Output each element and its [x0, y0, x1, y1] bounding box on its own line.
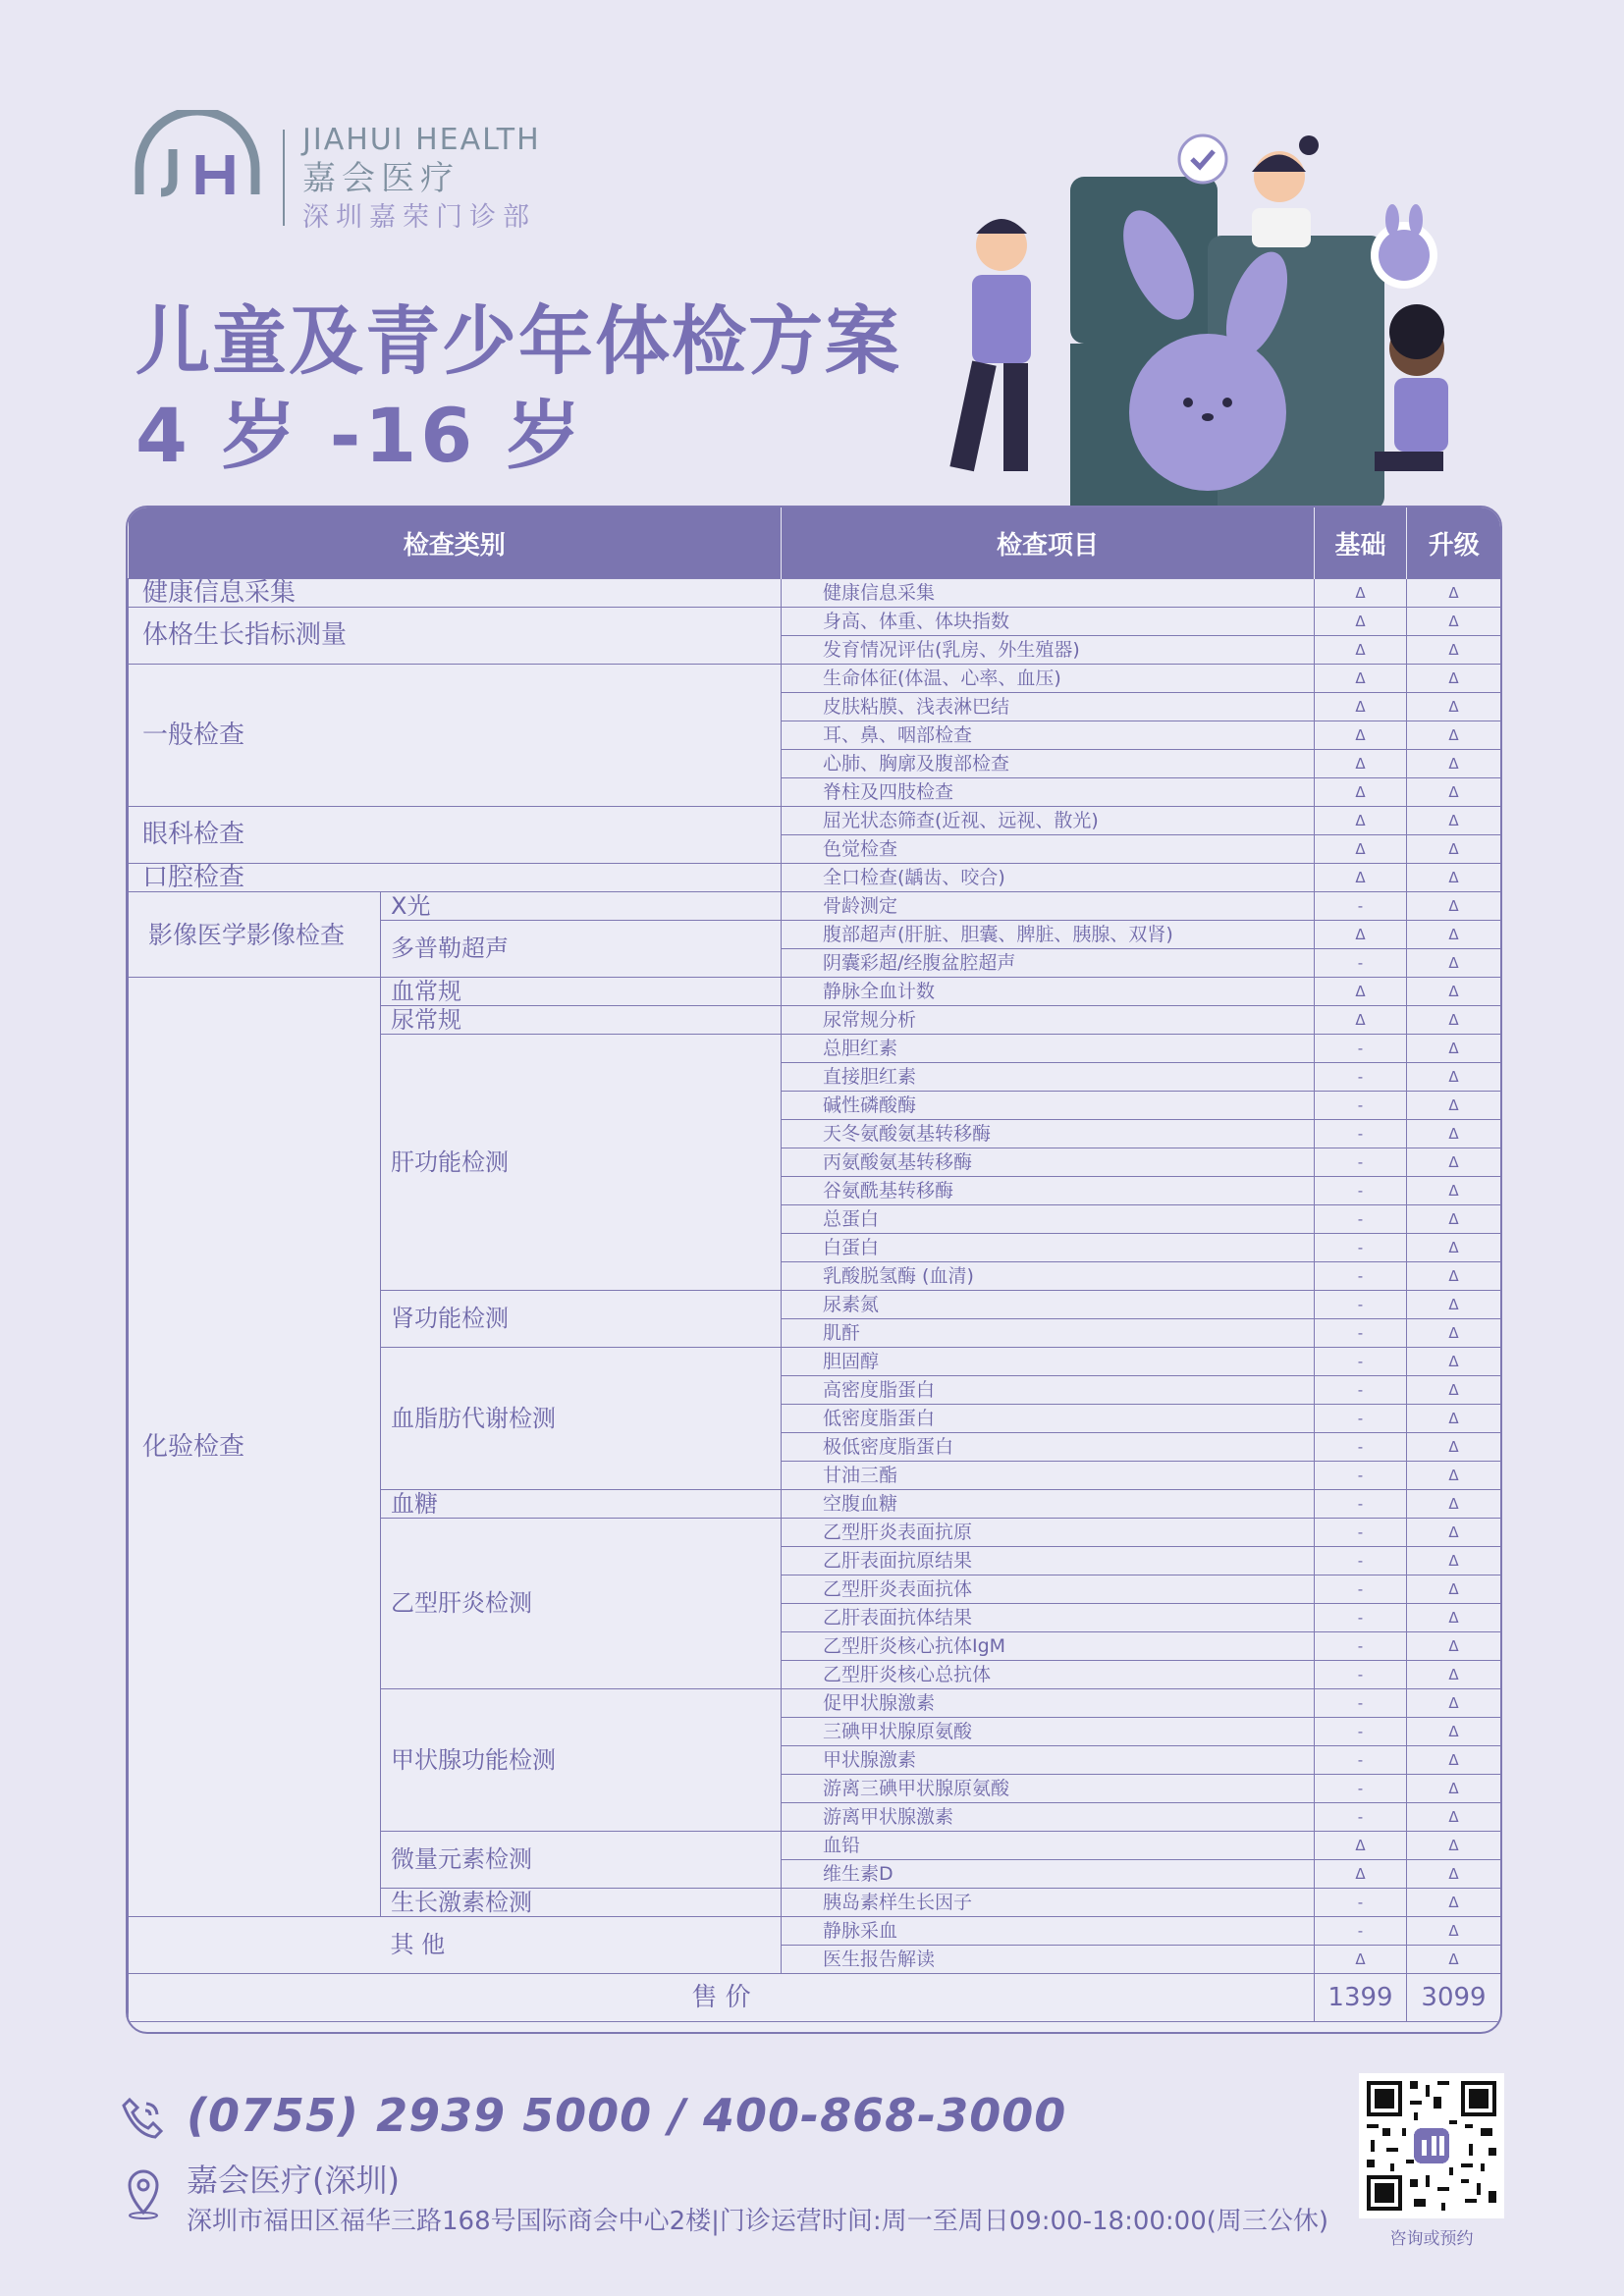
basic-mark: - — [1315, 1063, 1407, 1092]
header-upgrade: 升级 — [1407, 507, 1501, 579]
basic-mark: - — [1315, 1547, 1407, 1575]
basic-mark: Δ — [1315, 721, 1407, 750]
upgrade-mark: Δ — [1407, 1689, 1501, 1718]
table-row — [129, 807, 1501, 835]
category-cell: 影像医学影像检查 — [129, 892, 381, 978]
basic-mark: Δ — [1315, 636, 1407, 665]
item-cell: 乙型肝炎表面抗体 — [782, 1575, 1315, 1604]
upgrade-mark: Δ — [1407, 921, 1501, 949]
basic-mark: - — [1315, 949, 1407, 978]
basic-mark: Δ — [1315, 1832, 1407, 1860]
upgrade-mark: Δ — [1407, 1519, 1501, 1547]
upgrade-mark: Δ — [1407, 778, 1501, 807]
basic-mark: - — [1315, 1262, 1407, 1291]
brand-name-cn: 嘉会医疗 — [302, 159, 460, 198]
brand-clinic: 深圳嘉荣门诊部 — [302, 202, 536, 233]
item-cell: 乙型肝炎表面抗原 — [782, 1519, 1315, 1547]
basic-mark: - — [1315, 1234, 1407, 1262]
item-cell: 乳酸脱氢酶 (血清) — [782, 1262, 1315, 1291]
address-hours: 深圳市福田区福华三路168号国际商会中心2楼|门诊运营时间:周一至周日09:00-18:00:00(周三公休) — [187, 2207, 1329, 2236]
upgrade-mark: Δ — [1407, 1177, 1501, 1205]
subcategory-cell: 多普勒超声 — [381, 921, 782, 978]
item-cell: 促甲状腺激素 — [782, 1689, 1315, 1718]
price-basic: 1399 — [1315, 1974, 1407, 2022]
table-row — [129, 608, 1501, 636]
basic-mark: - — [1315, 1177, 1407, 1205]
basic-mark: - — [1315, 1092, 1407, 1120]
jiahui-logo-icon — [134, 110, 261, 200]
basic-mark: - — [1315, 1775, 1407, 1803]
upgrade-mark: Δ — [1407, 949, 1501, 978]
item-cell: 静脉采血 — [782, 1917, 1315, 1946]
table-row — [129, 978, 1501, 1006]
subcategory-cell: 肝功能检测 — [381, 1035, 782, 1291]
basic-mark: - — [1315, 1405, 1407, 1433]
subcategory-cell: 血脂肪代谢检测 — [381, 1348, 782, 1490]
basic-mark: - — [1315, 1632, 1407, 1661]
subcategory-cell: 血糖 — [381, 1490, 782, 1519]
upgrade-mark: Δ — [1407, 1035, 1501, 1063]
price-label: 售 价 — [129, 1974, 1315, 2022]
basic-mark: - — [1315, 1718, 1407, 1746]
item-cell: 乙型肝炎核心总抗体 — [782, 1661, 1315, 1689]
item-cell: 维生素D — [782, 1860, 1315, 1889]
basic-mark: Δ — [1315, 1006, 1407, 1035]
category-cell: 一般检查 — [129, 665, 782, 807]
table-row — [129, 579, 1501, 608]
upgrade-mark: Δ — [1407, 1917, 1501, 1946]
item-cell: 阴囊彩超/经腹盆腔超声 — [782, 949, 1315, 978]
item-cell: 乙肝表面抗体结果 — [782, 1604, 1315, 1632]
category-cell: 眼科检查 — [129, 807, 782, 864]
basic-mark: Δ — [1315, 864, 1407, 892]
page-subtitle: 4 岁 -16 岁 — [135, 392, 585, 479]
basic-mark: Δ — [1315, 1860, 1407, 1889]
price-upgrade: 3099 — [1407, 1974, 1501, 2022]
basic-mark: - — [1315, 1205, 1407, 1234]
basic-mark: Δ — [1315, 579, 1407, 608]
basic-mark: - — [1315, 1661, 1407, 1689]
basic-mark: Δ — [1315, 835, 1407, 864]
upgrade-mark: Δ — [1407, 1405, 1501, 1433]
upgrade-mark: Δ — [1407, 1889, 1501, 1917]
subcategory-cell: 乙型肝炎检测 — [381, 1519, 782, 1689]
basic-mark: - — [1315, 1148, 1407, 1177]
basic-mark: - — [1315, 1917, 1407, 1946]
item-cell: 甲状腺激素 — [782, 1746, 1315, 1775]
item-cell: 低密度脂蛋白 — [782, 1405, 1315, 1433]
item-cell: 健康信息采集 — [782, 579, 1315, 608]
basic-mark: Δ — [1315, 665, 1407, 693]
item-cell: 直接胆红素 — [782, 1063, 1315, 1092]
table-row — [129, 892, 1501, 921]
item-cell: 腹部超声(肝脏、胆囊、脾脏、胰腺、双肾) — [782, 921, 1315, 949]
upgrade-mark: Δ — [1407, 1433, 1501, 1462]
basic-mark: - — [1315, 1575, 1407, 1604]
phone-numbers[interactable]: (0755) 2939 5000 / 400-868-3000 — [187, 2089, 1067, 2142]
upgrade-mark: Δ — [1407, 1718, 1501, 1746]
basic-mark: - — [1315, 1604, 1407, 1632]
upgrade-mark: Δ — [1407, 892, 1501, 921]
basic-mark: Δ — [1315, 608, 1407, 636]
item-cell: 胰岛素样生长因子 — [782, 1889, 1315, 1917]
upgrade-mark: Δ — [1407, 864, 1501, 892]
basic-mark: - — [1315, 1889, 1407, 1917]
upgrade-mark: Δ — [1407, 1547, 1501, 1575]
upgrade-mark: Δ — [1407, 1490, 1501, 1519]
item-cell: 骨龄测定 — [782, 892, 1315, 921]
subcategory-cell: X光 — [381, 892, 782, 921]
upgrade-mark: Δ — [1407, 835, 1501, 864]
item-cell: 色觉检查 — [782, 835, 1315, 864]
upgrade-mark: Δ — [1407, 1234, 1501, 1262]
item-cell: 血铅 — [782, 1832, 1315, 1860]
upgrade-mark: Δ — [1407, 608, 1501, 636]
upgrade-mark: Δ — [1407, 1319, 1501, 1348]
upgrade-mark: Δ — [1407, 1376, 1501, 1405]
basic-mark: - — [1315, 892, 1407, 921]
basic-mark: Δ — [1315, 750, 1407, 778]
header-basic: 基础 — [1315, 507, 1407, 579]
table-row — [129, 1917, 1501, 1946]
upgrade-mark: Δ — [1407, 1832, 1501, 1860]
table-row — [129, 864, 1501, 892]
subcategory-cell: 尿常规 — [381, 1006, 782, 1035]
qr-caption: 咨询或预约 — [1389, 2229, 1474, 2249]
upgrade-mark: Δ — [1407, 721, 1501, 750]
basic-mark: Δ — [1315, 807, 1407, 835]
item-cell: 天冬氨酸氨基转移酶 — [782, 1120, 1315, 1148]
item-cell: 游离三碘甲状腺原氨酸 — [782, 1775, 1315, 1803]
upgrade-mark: Δ — [1407, 1092, 1501, 1120]
basic-mark: - — [1315, 1519, 1407, 1547]
page-title: 儿童及青少年体检方案 — [135, 297, 901, 385]
upgrade-mark: Δ — [1407, 750, 1501, 778]
item-cell: 屈光状态筛查(近视、远视、散光) — [782, 807, 1315, 835]
upgrade-mark: Δ — [1407, 1775, 1501, 1803]
upgrade-mark: Δ — [1407, 1291, 1501, 1319]
upgrade-mark: Δ — [1407, 1661, 1501, 1689]
upgrade-mark: Δ — [1407, 1348, 1501, 1376]
basic-mark: - — [1315, 1689, 1407, 1718]
item-cell: 甘油三酯 — [782, 1462, 1315, 1490]
basic-mark: - — [1315, 1746, 1407, 1775]
item-cell: 皮肤粘膜、浅表淋巴结 — [782, 693, 1315, 721]
upgrade-mark: Δ — [1407, 1803, 1501, 1832]
header-category: 检查类别 — [129, 507, 782, 579]
item-cell: 胆固醇 — [782, 1348, 1315, 1376]
basic-mark: - — [1315, 1462, 1407, 1490]
upgrade-mark: Δ — [1407, 1262, 1501, 1291]
basic-mark: Δ — [1315, 1946, 1407, 1974]
basic-mark: Δ — [1315, 921, 1407, 949]
item-cell: 尿素氮 — [782, 1291, 1315, 1319]
upgrade-mark: Δ — [1407, 1006, 1501, 1035]
upgrade-mark: Δ — [1407, 636, 1501, 665]
upgrade-mark: Δ — [1407, 978, 1501, 1006]
basic-mark: - — [1315, 1319, 1407, 1348]
brand-block — [302, 123, 541, 237]
phone-icon — [120, 2096, 165, 2141]
upgrade-mark: Δ — [1407, 1063, 1501, 1092]
basic-mark: - — [1315, 1490, 1407, 1519]
category-cell: 健康信息采集 — [129, 579, 782, 608]
subcategory-cell: 甲状腺功能检测 — [381, 1689, 782, 1832]
item-cell: 全口检查(龋齿、咬合) — [782, 864, 1315, 892]
subcategory-cell: 血常规 — [381, 978, 782, 1006]
upgrade-mark: Δ — [1407, 1205, 1501, 1234]
upgrade-mark: Δ — [1407, 1148, 1501, 1177]
upgrade-mark: Δ — [1407, 665, 1501, 693]
item-cell: 乙型肝炎核心抗体IgM — [782, 1632, 1315, 1661]
org-name: 嘉会医疗(深圳) — [187, 2162, 400, 2199]
item-cell: 脊柱及四肢检查 — [782, 778, 1315, 807]
qr-code-icon[interactable] — [1359, 2073, 1504, 2218]
item-cell: 游离甲状腺激素 — [782, 1803, 1315, 1832]
table-header-row — [129, 507, 1501, 579]
basic-mark: - — [1315, 1433, 1407, 1462]
item-cell: 肌酐 — [782, 1319, 1315, 1348]
basic-mark: - — [1315, 1291, 1407, 1319]
basic-mark: Δ — [1315, 778, 1407, 807]
basic-mark: Δ — [1315, 693, 1407, 721]
basic-mark: - — [1315, 1803, 1407, 1832]
subcategory-cell: 微量元素检测 — [381, 1832, 782, 1889]
item-cell: 丙氨酸氨基转移酶 — [782, 1148, 1315, 1177]
table-row — [129, 665, 1501, 693]
upgrade-mark: Δ — [1407, 1120, 1501, 1148]
subcategory-cell: 生长激素检测 — [381, 1889, 782, 1917]
upgrade-mark: Δ — [1407, 1575, 1501, 1604]
subcategory-cell: 其 他 — [381, 1917, 782, 1974]
upgrade-mark: Δ — [1407, 1462, 1501, 1490]
basic-mark: - — [1315, 1376, 1407, 1405]
brand-name-en: JIAHUI HEALTH — [302, 123, 541, 157]
children-puzzle-illustration — [913, 118, 1492, 510]
item-cell: 身高、体重、体块指数 — [782, 608, 1315, 636]
upgrade-mark: Δ — [1407, 579, 1501, 608]
item-cell: 碱性磷酸酶 — [782, 1092, 1315, 1120]
item-cell: 静脉全血计数 — [782, 978, 1315, 1006]
item-cell: 总胆红素 — [782, 1035, 1315, 1063]
checkup-table-grid — [128, 507, 1501, 2022]
item-cell: 高密度脂蛋白 — [782, 1376, 1315, 1405]
item-cell: 尿常规分析 — [782, 1006, 1315, 1035]
category-cell: 体格生长指标测量 — [129, 608, 782, 665]
upgrade-mark: Δ — [1407, 1604, 1501, 1632]
upgrade-mark: Δ — [1407, 807, 1501, 835]
checkup-table — [126, 506, 1502, 2034]
item-cell: 医生报告解读 — [782, 1946, 1315, 1974]
basic-mark: - — [1315, 1035, 1407, 1063]
category-cell: 化验检查 — [129, 978, 381, 1917]
price-row — [129, 1974, 1501, 2022]
item-cell: 白蛋白 — [782, 1234, 1315, 1262]
item-cell: 心肺、胸廓及腹部检查 — [782, 750, 1315, 778]
item-cell: 总蛋白 — [782, 1205, 1315, 1234]
item-cell: 耳、鼻、咽部检查 — [782, 721, 1315, 750]
item-cell: 谷氨酰基转移酶 — [782, 1177, 1315, 1205]
item-cell: 乙肝表面抗原结果 — [782, 1547, 1315, 1575]
upgrade-mark: Δ — [1407, 1632, 1501, 1661]
upgrade-mark: Δ — [1407, 1946, 1501, 1974]
item-cell: 三碘甲状腺原氨酸 — [782, 1718, 1315, 1746]
item-cell: 发育情况评估(乳房、外生殖器) — [782, 636, 1315, 665]
category-cell: 口腔检查 — [129, 864, 782, 892]
item-cell: 极低密度脂蛋白 — [782, 1433, 1315, 1462]
other-category-spacer — [129, 1917, 381, 1974]
upgrade-mark: Δ — [1407, 1860, 1501, 1889]
item-cell: 空腹血糖 — [782, 1490, 1315, 1519]
subcategory-cell: 肾功能检测 — [381, 1291, 782, 1348]
basic-mark: - — [1315, 1348, 1407, 1376]
item-cell: 生命体征(体温、心率、血压) — [782, 665, 1315, 693]
basic-mark: - — [1315, 1120, 1407, 1148]
upgrade-mark: Δ — [1407, 693, 1501, 721]
upgrade-mark: Δ — [1407, 1746, 1501, 1775]
location-pin-icon — [124, 2167, 163, 2220]
brand-divider — [283, 130, 285, 226]
basic-mark: Δ — [1315, 978, 1407, 1006]
header-item: 检查项目 — [782, 507, 1315, 579]
